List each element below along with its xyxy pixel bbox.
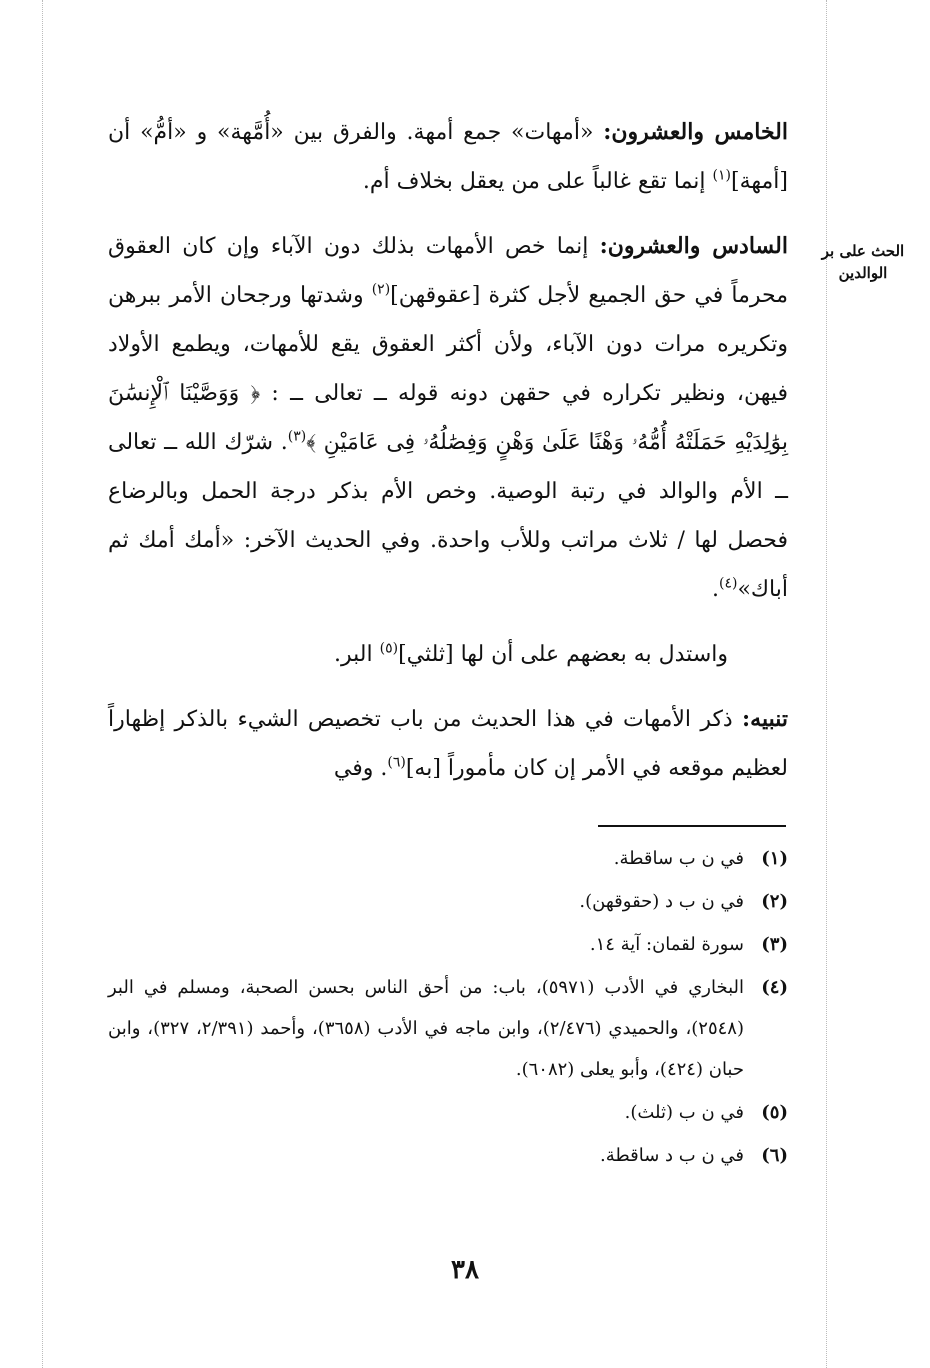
scan-edge-line (826, 0, 827, 1368)
footnote-number: (٢) (761, 891, 788, 912)
paragraph-heading: الخامس والعشرون: (603, 119, 788, 145)
paragraph-heading: السادس والعشرون: (599, 233, 788, 259)
paragraph: السادس والعشرون: إنما خص الأمهات بذلك دون الآباء وإن كان العقوق محرماً في حق الجميع لأجل كثرة [عقوقهن]$^{(٢)}$ وشدتها ورجحان الأمر ببرهن وتكريره مرات دون الآباء، ولأن أكثر العقوق يقع للأمهات، ويطمع الأولاد فيهن، ونظير تكراره في حقهن دونه قوله ــ تعالى ــ : ﴿ وَوَصَّيْنَا ٱلْإِنسَٰنَ بِوَٰلِدَيْهِ حَمَلَتْهُ أُمُّهُۥ وَهْنًا عَلَىٰ وَهْنٍ وَفِصَٰلُهُۥ فِى عَامَيْنِ ﴾$^{(٣)}$. شرّك الله ــ تعالى ــ الأم والوالد في رتبة الوصية. وخص الأم بذكر درجة الحمل وبالرضاع فحصل لها / ثلاث مراتب وللأب واحدة. وفي الحديث الآخر: «أمك أمك ثم أباك»$^{(٤)}$. (108, 233, 788, 602)
footnote-text: في ن ب د (حقوقهن). (579, 891, 744, 912)
paragraph: الخامس والعشرون: «أمهات» جمع أمهة. والفرق بين «أُمَّهة» و «أمُّ» أن [أمهة]$^{(١)}$ إنما تقع غالباً على من يعقل بخلاف أم. (108, 119, 788, 194)
footnote (108, 967, 788, 1090)
footnote (108, 1092, 788, 1133)
page-number: ٣٨ (451, 1255, 479, 1285)
footnote (108, 1135, 788, 1176)
footnote-ref: (١) (712, 167, 731, 184)
footnote-number: (١) (761, 848, 788, 869)
footnote-ref: (٤) (719, 575, 738, 592)
margin-note: الحث على بر الوالدين (821, 242, 905, 282)
scan-edge-line (42, 0, 43, 1368)
footnote-number: (٣) (761, 934, 788, 955)
footnote-text: في ن ب د ساقطة. (600, 1145, 744, 1166)
footnote (108, 881, 788, 922)
footnote (108, 838, 788, 879)
footnote-text: سورة لقمان: آية ١٤. (589, 934, 744, 955)
footnote (108, 924, 788, 965)
footnote-ref: (٣) (287, 428, 307, 445)
footnote-number: (٤) (761, 977, 788, 998)
footnote-text: في ن ب (ثلث). (624, 1102, 744, 1123)
footnote-text: البخاري في الأدب (٥٩٧١)، باب: من أحق الناس بحسن الصحبة، ومسلم في البر (٢٥٤٨)، والحميدي (٢/٤٧٦)، وابن ماجه في الأدب (٣٦٥٨)، وأحمد (٢/٣٩١، ٣٢٧)، وابن حبان (٤٢٤)، وأبو يعلى (٦٠٨٢). (108, 977, 745, 1080)
footnote-number: (٥) (761, 1102, 788, 1123)
footnote-ref: (٢) (371, 281, 391, 298)
footnote-text: في ن ب ساقطة. (613, 848, 744, 869)
paragraph-heading: تنبيه: (742, 706, 788, 732)
footnote-ref: (٥) (379, 640, 399, 657)
footnotes (108, 838, 788, 1178)
main-text (108, 108, 788, 793)
footnote-separator (598, 825, 786, 827)
paragraph: واستدل به بعضهم على أن لها [ثلثي]$^{(٥)}$ البر. (334, 640, 728, 667)
paragraph: تنبيه: ذكر الأمهات في هذا الحديث من باب تخصيص الشيء بالذكر إظهاراً لعظيم موقعه في الأمر إن كان مأموراً [به]$^{(٦)}$. وفي (108, 706, 788, 781)
footnote-ref: (٦) (387, 754, 406, 771)
footnote-number: (٦) (761, 1145, 788, 1166)
